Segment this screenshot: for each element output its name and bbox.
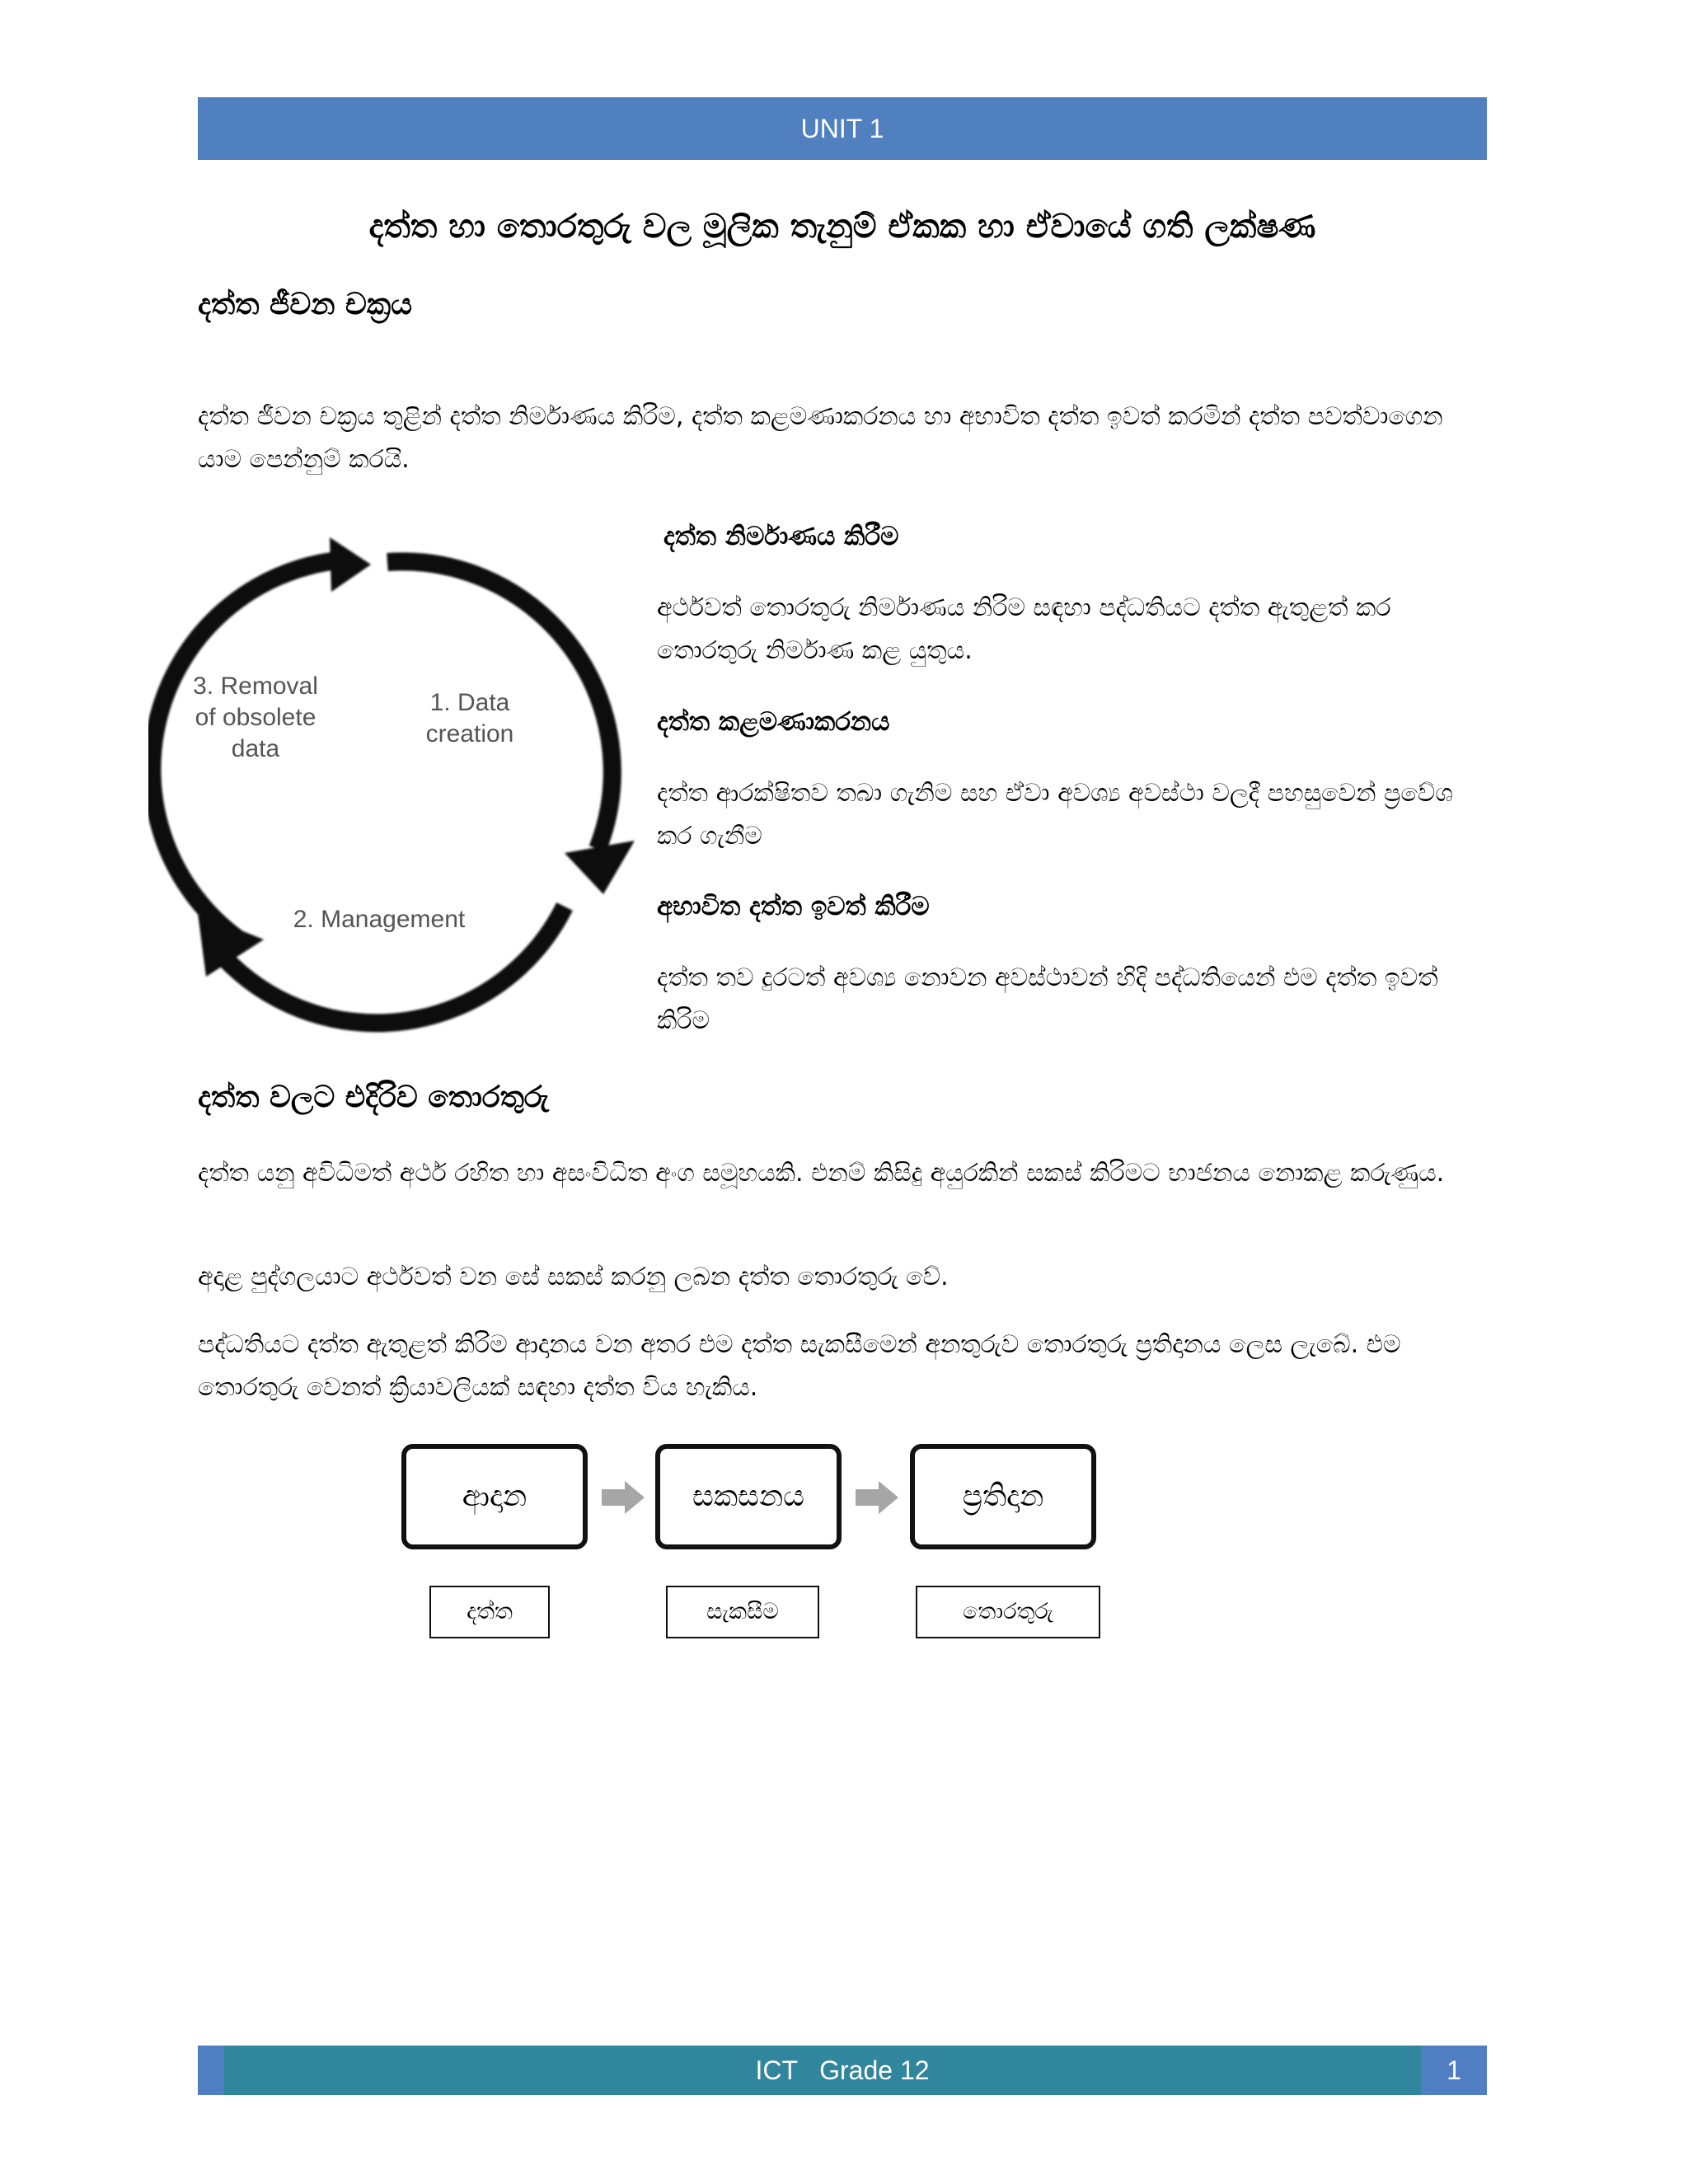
stage-text-creation: අර්ථවත් තොරතුරු නිර්මාණය නිරිම සඳහා පද්ධතියට දත්ත ඇතුළත් කර තොරතුරු නිර්මාණ කළ යුතුය. [657, 593, 1391, 665]
footer-bar [198, 2046, 1487, 2095]
information-definition: අදාළ පුද්ගලයාට අර්ථවත් වන සේ සකස් කරනු ලබන දත්ත තොරතුරු වේ. [198, 1263, 949, 1291]
header-bar [198, 97, 1487, 160]
flow-arrow-icon [856, 1481, 898, 1514]
diagram-label-removal: 3. Removal [193, 673, 318, 700]
lifecycle-intro: දත්ත ජීවන චක්‍රය තුළින් දත්ත නිර්මාණය කිරිම, දත්ත කළමණාකරනය හා අභාවිත දත්ත ඉවත් කරමින් දත්ත පවත්වාගෙන යාම පෙන්නුම් කරයි. [198, 402, 1443, 474]
unit-label: UNIT 1 [800, 114, 884, 143]
stage-text-removal: දත්ත තව දුරටත් අවශ්‍ය නොවන අවස්ථාවන් හිදි පද්ධතියෙන් එම දත්ත ඉවත් කිරිම [657, 963, 1438, 1035]
diagram-label-removal: data [231, 735, 280, 762]
stage-heading-removal: අභාවිත දත්ත ඉවත් කිරීම [657, 892, 930, 921]
flow-box-output: ප්‍රතිදාන [910, 1444, 1096, 1549]
flow-box-input: ආදාන [401, 1444, 588, 1549]
footer-text: ICT Grade 12 [755, 2055, 930, 2085]
page-title: දත්ත හා තොරතුරු වල මූලික තැනුම් ඒකක හා ඒවායේ ගති ලක්ෂණ [368, 208, 1316, 246]
data-definition: දත්ත යනු අවිධිමත් අර්ථ රහිත හා අසංවිධිත අංග සමූහයකි. එනම් කිසිදු අයුරකින් සකස් කිරිමට භාජනය නොකළ කරුණුය. [198, 1159, 1445, 1188]
section-heading-data-vs-info: දත්ත වලට එදිරිව තොරතුරු [198, 1080, 549, 1114]
flow-label-processing: සැකසීම [666, 1586, 819, 1638]
stage-heading-creation: දත්ත නිර්මාණය කිරීම [663, 522, 899, 551]
cycle-arrowhead-right [565, 841, 635, 894]
flow-box-process: සකසනය [655, 1444, 842, 1549]
diagram-label-creation: 1. Data [429, 689, 510, 716]
data-lifecycle-diagram [148, 527, 635, 1038]
diagram-label-management: 2. Management [293, 906, 466, 933]
stage-text-management: දත්ත ආරක්ෂිතව තබා ගැනිම සහ ඒවා අවශ්‍ය අවස්ථා වලදී පහසුවෙන් ප්‍රවේශ කර ගැනීම [657, 779, 1453, 851]
diagram-label-creation: creation [425, 720, 514, 748]
flow-label-data: දත්ත [429, 1586, 550, 1638]
input-output-explanation: පද්ධතියට දත්ත ඇතුළත් කිරිම ආදානය වන අතර එම දත්ත සැකසීමෙන් අනතුරුව තොරතුරු ප්‍රතිදානය ලෙස ලැබේ. එම තොරතුරු වෙනත් ක්‍රියාවලියක් සඳහා දත්ත විය හැකිය. [198, 1330, 1401, 1402]
cycle-arrowhead-top [330, 537, 371, 592]
section-heading-lifecycle: දත්ත ජීවන චක්‍රය [198, 288, 413, 321]
flow-arrow-icon [602, 1481, 645, 1514]
stage-heading-management: දත්ත කළමණාකරනය [657, 707, 890, 737]
flow-label-information: තොරතුරු [916, 1586, 1100, 1638]
diagram-label-removal: of obsolete [195, 704, 316, 731]
page-number: 1 [1447, 2055, 1461, 2085]
